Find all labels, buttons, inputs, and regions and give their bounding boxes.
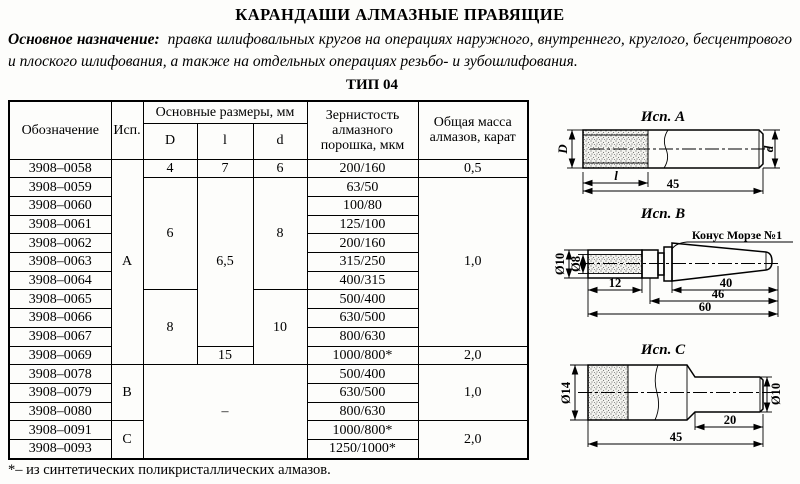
table-cell: 800/630	[307, 402, 418, 421]
dim-label-40: 40	[719, 276, 733, 290]
col-header-grit: Зернистость алмазного порошка, мкм	[307, 101, 418, 159]
dim-label-D: D	[555, 144, 570, 154]
spec-table-body	[9, 159, 528, 459]
neck	[658, 253, 664, 275]
table-cell: 2,0	[418, 346, 528, 365]
table-cell: 800/630	[307, 327, 418, 346]
col-header-dims-group: Основные размеры, мм	[143, 101, 307, 123]
dim-label-20: 20	[723, 413, 737, 427]
designation-cell: 3908–0063	[9, 253, 111, 272]
col-header-designation: Обозначение	[9, 101, 111, 159]
dim-label-dia10: Ø10	[769, 382, 783, 406]
table-cell: 6	[143, 178, 197, 290]
table-cell: 315/250	[307, 253, 418, 272]
table-cell: 1,0	[418, 178, 528, 346]
drawing-b-title: Исп. В	[640, 206, 686, 222]
col-header-mass: Общая масса алмазов, карат	[418, 101, 528, 159]
designation-cell: 3908–0091	[9, 421, 111, 440]
designation-cell: 3908–0061	[9, 215, 111, 234]
table-cell: 2,0	[418, 421, 528, 459]
dim-label-46: 46	[711, 287, 725, 301]
table-cell: 6,5	[197, 178, 253, 346]
purpose-text: правка шлифовальных кругов на операциях наружного, внутреннего, круглого, бесцентрового и плоского шлифования, а также на отдельных операциях резьбо- и зубошлифования.	[8, 31, 792, 70]
table-cell: A	[111, 159, 143, 365]
page-title: КАРАНДАШИ АЛМАЗНЫЕ ПРАВЯЩИЕ	[235, 5, 565, 24]
table-cell: 1000/800*	[307, 421, 418, 440]
dim-label-60: 60	[698, 300, 712, 314]
table-row	[9, 178, 528, 197]
table-cell: 100/80	[307, 196, 418, 215]
table-cell: 8	[143, 290, 197, 365]
dim-label-dia10: Ø10	[553, 252, 567, 276]
table-cell: 200/160	[307, 234, 418, 253]
table-cell: 8	[253, 178, 307, 290]
designation-cell: 3908–0064	[9, 271, 111, 290]
col-header-version: Исп.	[111, 101, 143, 159]
table-cell: 63/50	[307, 178, 418, 197]
dim-label-l: l	[614, 168, 618, 183]
table-cell: 630/500	[307, 309, 418, 328]
designation-cell: 3908–0059	[9, 178, 111, 197]
footnote: *– из синтетических поликристаллических алмазов.	[8, 462, 331, 478]
dim-label-d: d	[761, 145, 776, 153]
table-cell: 15	[197, 346, 253, 365]
designation-cell: 3908–0066	[9, 309, 111, 328]
table-cell: 10	[253, 290, 307, 365]
dim-label-45: 45	[669, 430, 683, 444]
purpose-paragraph	[8, 29, 792, 73]
drawing-version-b	[530, 200, 800, 335]
designation-cell: 3908–0078	[9, 365, 111, 384]
morse-taper-label: Конус Морзе №1	[691, 228, 783, 242]
col-header-d: d	[253, 123, 307, 159]
table-cell: 500/400	[307, 290, 418, 309]
table-cell: 125/100	[307, 215, 418, 234]
col-header-D: D	[143, 123, 197, 159]
dim-label-12: 12	[608, 276, 622, 290]
table-cell: 4	[143, 159, 197, 178]
collar	[664, 247, 672, 281]
table-row	[9, 365, 528, 384]
dim-label-dia14: Ø14	[559, 381, 573, 405]
table-cell: 200/160	[307, 159, 418, 178]
dim-label-dia8: Ø8	[569, 256, 583, 272]
drawing-version-c	[530, 338, 800, 484]
table-row	[9, 159, 528, 178]
table-cell: 1000/800*	[307, 346, 418, 365]
table-cell: 6	[253, 159, 307, 178]
drawing-a-title: Исп. А	[640, 109, 686, 125]
col-header-l: l	[197, 123, 253, 159]
spec-table-header	[9, 101, 528, 159]
spec-table	[8, 100, 529, 460]
drawing-version-a	[530, 95, 800, 200]
designation-cell: 3908–0058	[9, 159, 111, 178]
purpose-label: Основное назначение:	[8, 31, 160, 48]
table-cell: 0,5	[418, 159, 528, 178]
dim-label-45: 45	[666, 177, 680, 191]
table-cell: –	[143, 365, 307, 459]
table-cell: 1250/1000*	[307, 440, 418, 459]
table-cell: 630/500	[307, 383, 418, 402]
designation-cell: 3908–0069	[9, 346, 111, 365]
designation-cell: 3908–0093	[9, 440, 111, 459]
hatch-section	[642, 250, 658, 278]
designation-cell: 3908–0079	[9, 383, 111, 402]
table-cell: 400/315	[307, 271, 418, 290]
table-cell: C	[111, 421, 143, 459]
designation-cell: 3908–0062	[9, 234, 111, 253]
table-cell: 1,0	[418, 365, 528, 421]
designation-cell: 3908–0080	[9, 402, 111, 421]
type-heading: ТИП 04	[345, 77, 399, 93]
table-cell: B	[111, 365, 143, 421]
table-cell: 7	[197, 159, 253, 178]
drawing-c-title: Исп. С	[640, 342, 686, 358]
designation-cell: 3908–0067	[9, 327, 111, 346]
designation-cell: 3908–0060	[9, 196, 111, 215]
table-cell: 500/400	[307, 365, 418, 384]
designation-cell: 3908–0065	[9, 290, 111, 309]
diamond-layer	[588, 255, 642, 274]
